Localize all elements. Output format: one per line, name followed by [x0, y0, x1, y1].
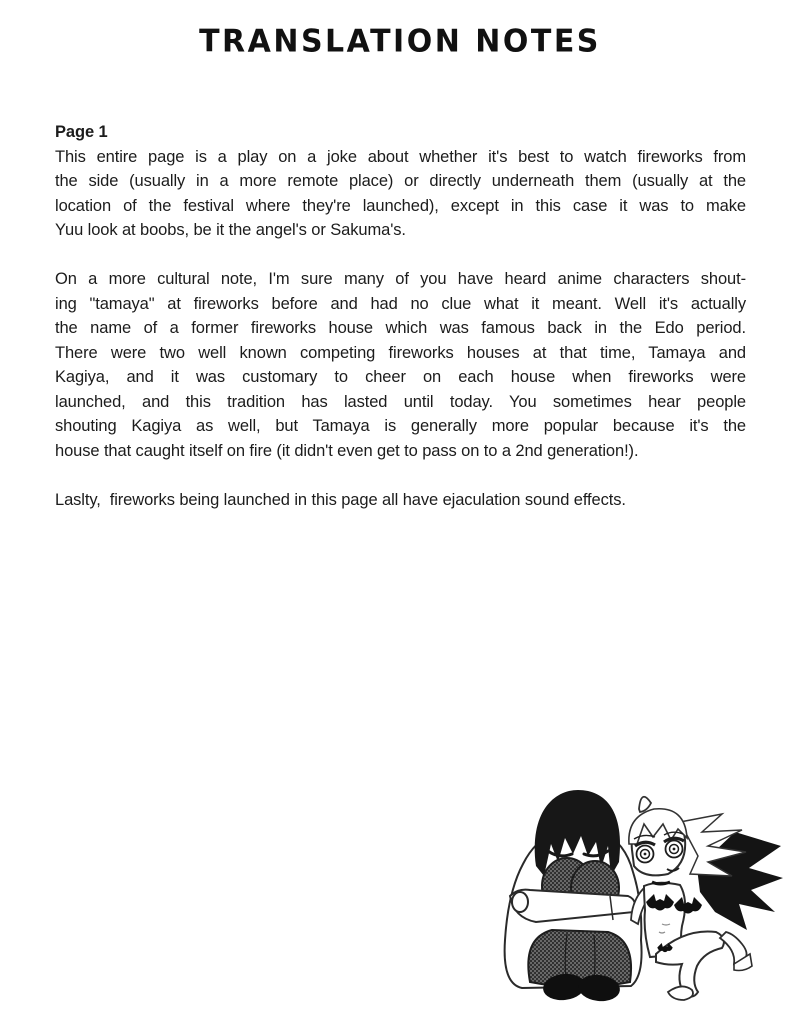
note-line: Laslty, fireworks being launched in this page all have ejaculation sound effects. [55, 490, 626, 509]
girl-front-foot [668, 986, 693, 1000]
paragraph-spacer [55, 463, 746, 488]
note-line: the name of a former fireworks house which was famous back in the Edo period. [55, 319, 746, 337]
note-line: the side (usually in a more remote place) or directly underneath them (usually at the [55, 172, 746, 190]
notes-text-block [55, 120, 746, 512]
illustration-boy [505, 790, 642, 1003]
note-line: This entire page is a play on a joke about whether it's best to watch fireworks from [55, 147, 746, 166]
paragraph-spacer [55, 243, 746, 268]
note-line: launched, and this tradition has lasted until today. You sometimes hear people [55, 392, 746, 411]
note-line: There were two well known competing fireworks houses at that time, Tamaya and [55, 343, 746, 362]
note-line: Kagiya, and it was customary to cheer on each house when fireworks were [55, 368, 746, 386]
note-line: ing "tamaya" at fireworks before and had no clue what it meant. Well it's actually [55, 294, 746, 313]
note-line: location of the festival where they're launched), except in this case it was to make [55, 196, 746, 215]
note-line: Yuu look at boobs, be it the angel's or Sakuma's. [55, 221, 406, 239]
page-title: TRANSLATION NOTES [199, 23, 601, 60]
illustration-angel-girl [629, 797, 783, 1000]
boy-hand [512, 892, 528, 912]
note-line: house that caught itself on fire (it didn't even get to pass on to a 2nd generation!). [55, 441, 639, 460]
corner-illustration [492, 782, 792, 1012]
page-section-heading: Page 1 [55, 123, 108, 141]
note-line: shouting Kagiya as well, but Tamaya is generally more popular because it's the [55, 417, 746, 435]
note-line: On a more cultural note, I'm sure many of you have heard anime characters shout- [55, 270, 746, 288]
